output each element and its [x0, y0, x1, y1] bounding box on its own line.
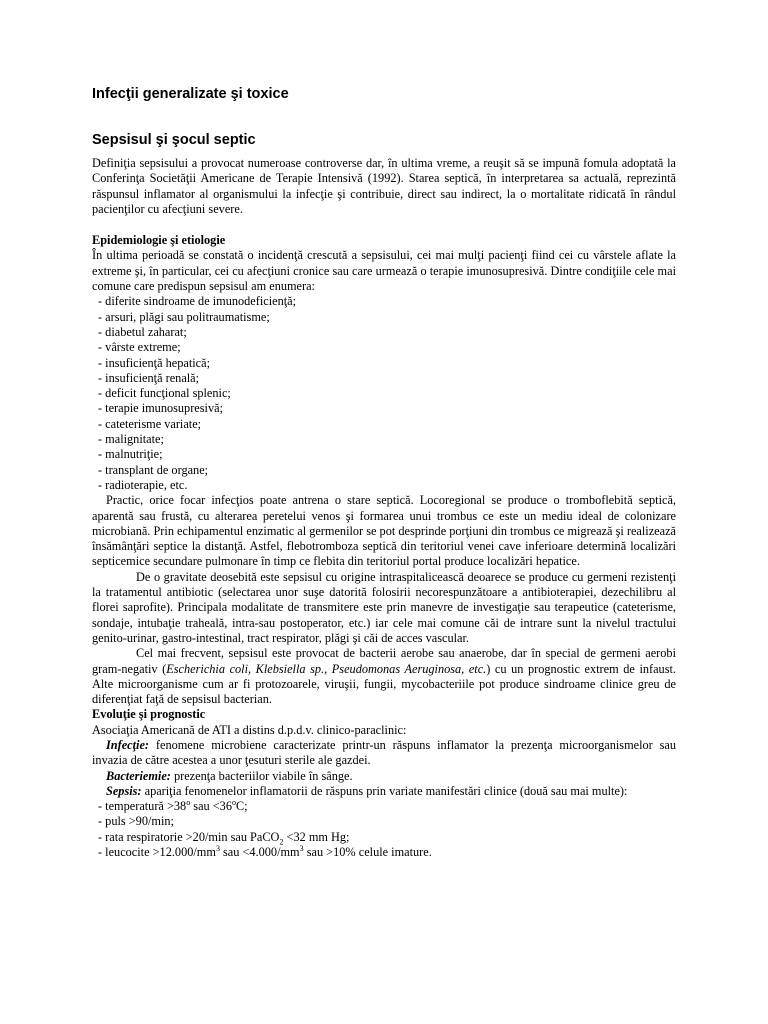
sepsis-text: apariţia fenomenelor inflamatorii de răspuns prin variate manifestări clinice (două sau mai multe): [141, 783, 628, 798]
evolution-intro: Asociaţia Americană de ATI a distins d.p.d.v. clinico-paraclinic: [92, 722, 407, 737]
section-title: Sepsisul şi şocul septic [92, 132, 256, 148]
sepsis-term: Sepsis: [106, 783, 142, 798]
conditions-list [92, 294, 676, 493]
list-item: - deficit funcţional splenic; [92, 386, 676, 401]
list-item: - transplant de organe; [92, 463, 676, 478]
document-body [92, 156, 676, 860]
list-item: - cateterisme variate; [92, 417, 676, 432]
list-item: - radioterapie, etc. [92, 478, 676, 493]
bacteriemie-term: Bacteriemie: [106, 768, 171, 783]
list-item: - insuficienţă hepatică; [92, 356, 676, 371]
list-item: - puls >90/min; [92, 814, 676, 829]
list-item: - temperatură $>38^o$ sau $<36^oC$; [92, 799, 676, 814]
list-item: - insuficienţă renală; [92, 371, 676, 386]
bacteriemie-definition [92, 769, 676, 784]
species-list: Escherichia coli, Klebsiella sp., Pseudomonas Aeruginosa, etc. [166, 661, 487, 676]
list-item: - rata respiratorie >20/min sau PaCO$_2$ <32 mm Hg; [92, 830, 676, 845]
bacteriemie-text: prezenţa bacteriilor viabile în sânge. [170, 768, 353, 783]
sepsis-definition [92, 784, 676, 799]
list-item: - terapie imunosupresivă; [92, 401, 676, 416]
list-item: - diferite sindroame de imunodeficienţă; [92, 294, 676, 309]
frecvent-text-a: Cel mai frecvent, sepsisul este provocat de bacterii aerobe sau anaerobe, dar în special de germeni aerobi gram-negativ ( [92, 646, 676, 676]
gravitate-paragraph: De o gravitate deosebită este sepsisul cu origine intraspitalicească deoarece se produce cu germeni rezistenţi la tratamentul antibiotic (selectarea unor suşe datorită folosirii necorespunzătoare a antibioterapiei, dezechilibru al florei saprofite). Principala modalitate de transmitere este prin manevre de investigaţie sau terapeutice (cateterisme, sondaje, intubaţie traheală, intra-sau postoperator, etc.) iar cele mai comune căi de intrare sunt la nivelul tractului genito-urinar, gastro-intestinal, tract respirator, plăgi şi căi de acces vascular. [92, 569, 676, 645]
evolution-heading: Evoluţie şi prognostic [92, 707, 206, 722]
infectie-text: fenomene microbiene caracterizate printr-un răspuns inflamator la prezenţa microorganismelor sau invazia de către acestea a unor ţesuturi sterile ale gazdei. [92, 737, 676, 768]
practic-paragraph: Practic, orice focar infecţios poate antrena o stare septică. Locoregional se produce o tromboflebită septică, aparentă sau frustă, cu alterarea peretelui venos şi formarea unui trombus ce este un mediu ideal de colonizare microbiană. Prin echipamentul enzimatic al germenilor se pot desprinde porţiuni din trombus ce migrează şi realizează însămânţări septice la distanţă. Astfel, flebotromboza septică din teritoriul venei cave inferioare determină localizări septicemice secundare pulmonare în timp ce flebita din teritoriul portal produce localizări hepatice. [92, 493, 676, 569]
epidemiology-paragraph: În ultima perioadă se constată o incidenţă crescută a sepsisului, cei mai mulţi pacienţi fiind cei cu vârstele aflate la extreme şi, în particular, cei cu afecţiuni cronice sau care urmează o terapie imunosupresivă. Dintre condiţiile cele mai comune care predispun sepsisul am enumera: [92, 248, 676, 294]
list-item: - malignitate; [92, 432, 676, 447]
epidemiology-heading: Epidemiologie şi etiologie [92, 233, 226, 248]
list-item: - malnutriţie; [92, 447, 676, 462]
frecvent-text-b: ) cu un prognostic extrem de infaust. Alte microorganisme cum ar fi protozoarele, viruşii, fungii, mycobacteriile pot produce sindroame clinice greu de diferenţiat faţă de sepsisul bacterian. [92, 661, 676, 707]
list-item: - leucocite $>12.000/mm^3$ sau $<4.000/mm^3$ sau >10% celule imature. [92, 845, 676, 860]
list-item: - vârste extreme; [92, 340, 676, 355]
intro-paragraph: Definiţia sepsisului a provocat numeroase controverse dar, în ultima vreme, a reuşit să se impună fomula adoptată la Conferinţa Societăţii Americane de Terapie Intensivă (1992). Starea septică, în interpretarea sa actuală, reprezintă răspunsul inflamator al organismului la infecţie şi contribuie, direct sau indirect, la o mortalitate ridicată în rândul pacienţilor cu afecţiuni severe. [92, 156, 676, 216]
sepsis-criteria-list [92, 799, 676, 860]
list-item: - arsuri, plăgi sau politraumatisme; [92, 310, 676, 325]
infectie-definition [92, 738, 676, 769]
infectie-term: Infecţie: [106, 737, 150, 752]
frecvent-paragraph [92, 646, 676, 707]
list-item: - diabetul zaharat; [92, 325, 676, 340]
document-title: Infecţii generalizate şi toxice [92, 86, 289, 102]
